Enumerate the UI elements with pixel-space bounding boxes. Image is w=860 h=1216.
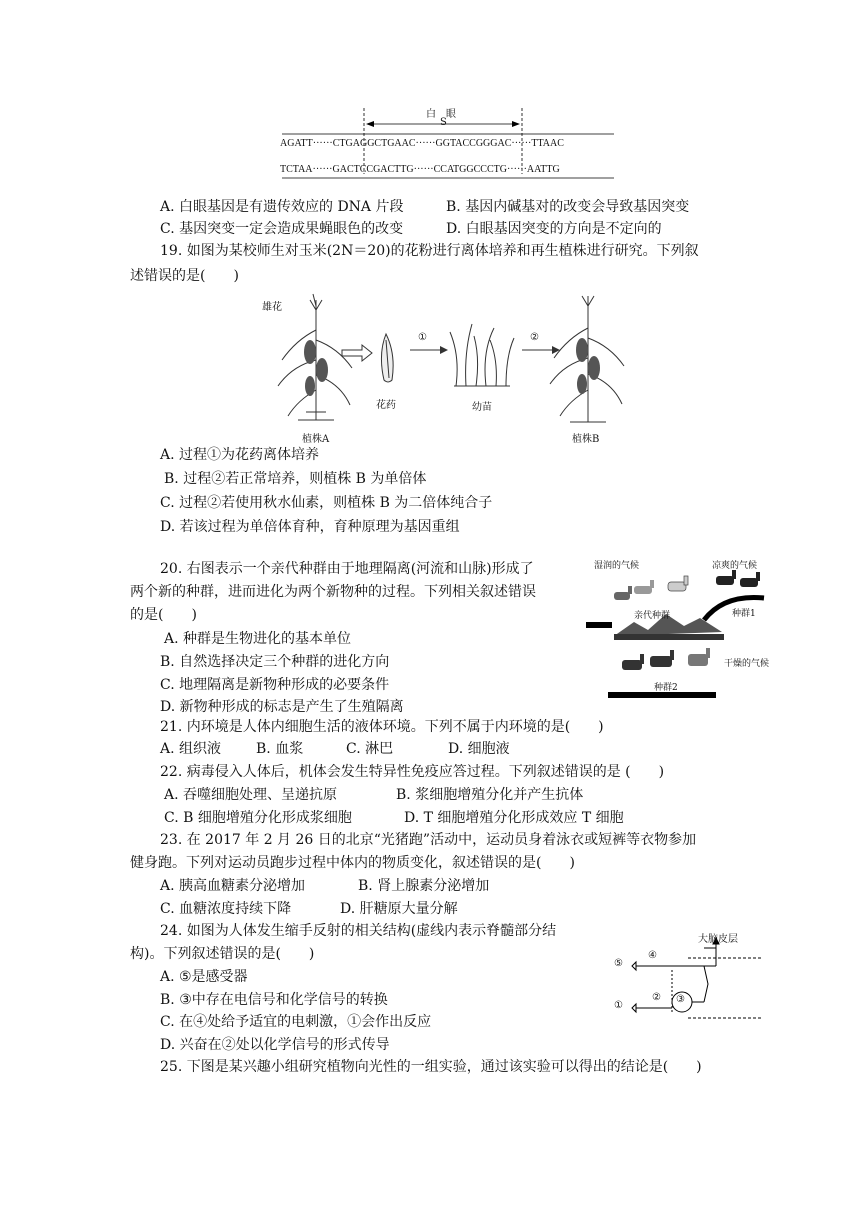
maize-culture-figure [258, 290, 638, 446]
cool-climate-label: 凉爽的气候 [712, 561, 758, 571]
q23-option-c: C. 血糖浓度持续下降 [160, 901, 292, 917]
plant-b-label: 植株B [572, 434, 600, 445]
reflex-diagram [612, 928, 772, 1028]
q24-option-a: A. ⑤是感受器 [160, 969, 248, 985]
q20-stem-line2: 两个新的种群，进而进化为两个新物种的过程。下列相关叙述错误 [130, 584, 536, 600]
q20-option-b: B. 自然选择决定三个种群的进化方向 [160, 654, 390, 670]
seedling-label: 幼苗 [472, 402, 492, 413]
q19-option-a: A. 过程①为花药离体培养 [160, 447, 320, 463]
q24-option-b: B. ③中存在电信号和化学信号的转换 [160, 992, 388, 1008]
dry-climate-label: 干燥的气候 [724, 659, 770, 669]
q21-option-a: A. 组织液 [160, 741, 222, 757]
q20-stem-line1: 20. 右图表示一个亲代种群由于地理隔离(河流和山脉)形成了 [160, 561, 534, 577]
node5-label: ⑤ [614, 958, 623, 969]
q19-stem-line1: 19. 如图为某校师生对玉米(2N＝20)的花粉进行离体培养和再生植株进行研究。下列叙 [160, 243, 699, 259]
node3-label: ③ [676, 994, 685, 1005]
q19-option-b: B. 过程②若正常培养，则植株 B 为单倍体 [164, 471, 427, 487]
step2-label: ② [530, 332, 539, 343]
node4-label: ④ [648, 950, 657, 961]
q20-option-a: A. 种群是生物进化的基本单位 [164, 631, 352, 647]
male-flower-label: 雄花 [262, 302, 282, 313]
q21-stem: 21. 内环境是人体内细胞生活的液体环境。下列不属于内环境的是( ) [160, 719, 604, 735]
anther-label: 花药 [376, 400, 396, 411]
reflex-arc-figure [612, 928, 772, 1028]
q21-option-c: C. 淋巴 [346, 741, 394, 757]
step1-label: ① [418, 332, 427, 343]
q20-stem-line3: 的是( ) [130, 607, 197, 623]
q23-option-b: B. 肾上腺素分泌增加 [358, 878, 490, 894]
cortex-label: 大脑皮层 [698, 934, 738, 945]
q24-option-c: C. 在④处给予适宜的电刺激，①会作出反应 [160, 1014, 432, 1030]
q18-option-a: A. 白眼基因是有遗传效应的 DNA 片段 [160, 199, 404, 215]
q19-stem-line2: 述错误的是( ) [130, 268, 239, 284]
q24-stem-line1: 24. 如图为人体发生缩手反射的相关结构(虚线内表示脊髓部分结 [160, 923, 557, 939]
q21-option-d: D. 细胞液 [448, 741, 510, 757]
q19-option-d: D. 若该过程为单倍体育种，育种原理为基因重组 [160, 519, 460, 535]
population1-label: 种群1 [732, 609, 756, 619]
gene-label: 白 眼 [426, 109, 456, 120]
q18-option-d: D. 白眼基因突变的方向是不定向的 [446, 221, 662, 237]
node2-label: ② [652, 992, 661, 1003]
q21-option-b: B. 血浆 [256, 741, 304, 757]
q22-stem: 22. 病毒侵入人体后，机体会发生特异性免疫应答过程。下列叙述错误的是 ( ) [160, 764, 665, 780]
q24-option-d: D. 兴奋在②处以化学信号的形式传导 [160, 1037, 390, 1053]
q20-option-c: C. 地理隔离是新物种形成的必要条件 [160, 677, 390, 693]
q24-stem-line2: 构)。下列叙述错误的是( ) [130, 946, 315, 962]
speciation-diagram [584, 556, 780, 706]
q22-option-d: D. T 细胞增殖分化形成效应 T 细胞 [404, 810, 624, 826]
q18-option-c: C. 基因突变一定会造成果蝇眼色的改变 [160, 221, 404, 237]
q18-option-b: B. 基因内碱基对的改变会导致基因突变 [446, 199, 690, 215]
q22-option-c: C. B 细胞增殖分化形成浆细胞 [164, 810, 352, 826]
humid-climate-label: 湿润的气候 [594, 561, 640, 571]
q19-option-c: C. 过程②若使用秋水仙素，则植株 B 为二倍体纯合子 [160, 495, 493, 511]
q22-option-b: B. 浆细胞增殖分化并产生抗体 [396, 787, 584, 803]
q23-option-a: A. 胰高血糖素分泌增加 [160, 878, 306, 894]
plant-a-label: 植株A [302, 434, 330, 445]
dna-bottom-strand: TCTAA······GACTCCGACTTG······CCATGGCCCTG······AATTG [280, 164, 560, 175]
q23-option-d: D. 肝糖原大量分解 [340, 901, 458, 917]
population2-label: 种群2 [654, 683, 678, 693]
q23-stem-line1: 23. 在 2017 年 2 月 26 日的北京“光猪跑”活动中，运动员身着泳衣或短裤等衣物参加 [160, 832, 697, 848]
dna-sequence-figure [278, 102, 618, 182]
maize-diagram [258, 290, 638, 446]
q25-stem: 25. 下图是某兴趣小组研究植物向光性的一组实验，通过该实验可以得出的结论是( ) [160, 1059, 702, 1075]
q20-option-d: D. 新物种形成的标志是产生了生殖隔离 [160, 699, 404, 715]
q23-stem-line2: 健身跑。下列对运动员跑步过程中体内的物质变化，叙述错误的是( ) [130, 855, 575, 871]
parent-population-label: 亲代种群 [634, 611, 671, 621]
q22-option-a: A. 吞噬细胞处理、呈递抗原 [164, 787, 338, 803]
dna-top-strand: AGATT······CTGAGGCTGAAC······GGTACCGGGAC······TTAAC [280, 138, 564, 149]
node1-label: ① [614, 1000, 623, 1011]
s-label: S [440, 117, 447, 128]
speciation-figure [584, 556, 780, 706]
